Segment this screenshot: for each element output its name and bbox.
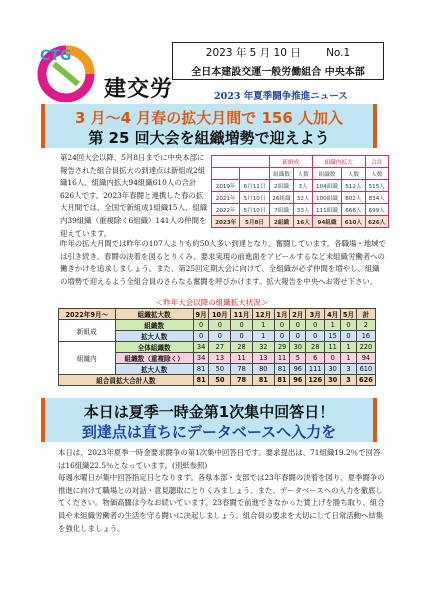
- comparison-table: [211, 155, 389, 228]
- cell: 3人: [294, 180, 312, 192]
- cell: 96: [290, 375, 306, 386]
- header-cell: 10月: [209, 309, 231, 320]
- cell: 11: [231, 353, 253, 364]
- cell: 6: [306, 353, 325, 364]
- cell: 126: [306, 375, 325, 386]
- table-caption: ＜昨年大会以降の組織拡大状況＞: [155, 298, 269, 307]
- cell: 50: [209, 375, 231, 386]
- cell: 81: [252, 375, 274, 386]
- cell: 33人: [294, 204, 312, 216]
- cell: 28: [306, 342, 325, 353]
- header-cell: 2月: [290, 309, 306, 320]
- header-cell: 組織拡大数: [115, 309, 193, 320]
- cell: 2組織: [269, 180, 294, 192]
- cell: 5: [290, 353, 306, 364]
- total-row: [59, 375, 376, 386]
- cell: 2021年: [212, 192, 240, 204]
- cell: 2組織: [269, 216, 294, 228]
- row-label: 拡大人数: [115, 331, 193, 342]
- cell: 2019年: [212, 180, 240, 192]
- cell: 81: [274, 364, 290, 375]
- cell: 13: [252, 353, 274, 364]
- comparison-group-header-row: [212, 156, 389, 168]
- cell: 16: [356, 331, 375, 342]
- cell: 94組織: [312, 216, 341, 228]
- sub-header: 組織数: [269, 168, 294, 180]
- row-label: 全体組織数: [115, 342, 193, 353]
- header-cell: 12月: [252, 309, 274, 320]
- comparison-corner: [212, 156, 270, 168]
- cell: 610人: [342, 216, 365, 228]
- issue-number: No.1: [326, 47, 351, 59]
- table-row: [212, 192, 389, 204]
- cell: 81: [274, 375, 290, 386]
- issue-date-line: [173, 45, 383, 60]
- cell: 2022年: [212, 204, 240, 216]
- cell: 16人: [294, 216, 312, 228]
- table-row: [59, 342, 376, 353]
- cell: 610: [356, 364, 375, 375]
- cell: 13: [209, 353, 231, 364]
- table-row: [59, 320, 376, 331]
- body-paragraph-3: 本日は、2023年夏季一時金要求闘争の第1次集中回答日です。要求提出は、71組織19.2％で回答は16組織22.5％となっています。(別紙参照) 毎週水曜日が集中回答指定日となります。各県本部・支部では23年春闘の決着を図り、夏季闘争の推進に向けて職場との対話・意見聴取にとりくみましょう。また、データベースへの入力を徹底してください。物価高騰は今なお続いています。23春闘で前進できなかった賃上げを勝ち取り、組合員や未組織労働者の生活を守る闘いに決起しましょう。組合員の要求を大切にして日常活動へ結集を強化しましょう。: [58, 448, 385, 533]
- expansion-header-row: [59, 309, 376, 320]
- cell: 699人: [365, 204, 388, 216]
- cell: 0: [209, 320, 231, 331]
- cell: 626人: [365, 216, 388, 228]
- table-row: [212, 204, 389, 216]
- cell: 515人: [365, 180, 388, 192]
- body-paragraph-2: 昨年の拡大月間では昨年の107人よりも約50人多い到達となり、奮闘しています。各職場・地域では引き続き、春闘の決着を図るとりくみ、要求実現の前進面をアピールするなど未組織労働者への働きかけを追求しましょう。また、第25回定期大会に向けて、全組織が必ず仲間を増やし、組織の増勢で迎えるよう全組合員のさらなる奮闘を呼びかけます。拡大報告を中央へお寄せ下さい。: [60, 239, 386, 286]
- main-headline: [41, 104, 377, 148]
- cell: 0: [306, 320, 325, 331]
- cell: 26組織: [269, 192, 294, 204]
- date-box: [172, 42, 384, 80]
- cell: 626: [356, 375, 375, 386]
- cell: 111組織: [312, 204, 341, 216]
- cell: 3: [341, 375, 357, 386]
- cell: 5月8日: [240, 216, 269, 228]
- cell: 0: [341, 331, 357, 342]
- cell: 1: [252, 331, 274, 342]
- second-headline: [41, 398, 377, 442]
- header-cell: 5月: [341, 309, 357, 320]
- cell: 802人: [342, 192, 365, 204]
- cell: 80: [252, 364, 274, 375]
- comparison-body: [212, 180, 389, 228]
- total-label: 組合員拡大合計人数: [59, 375, 194, 386]
- cell: 0: [231, 320, 253, 331]
- group-header: 新組成: [269, 156, 312, 168]
- group-label-new: 新組成: [59, 320, 116, 342]
- cell: 1: [341, 342, 357, 353]
- cell: 11: [325, 342, 341, 353]
- cell: 0: [325, 353, 341, 364]
- cell: 28: [231, 342, 253, 353]
- cell: 81: [193, 375, 209, 386]
- cell: 96: [290, 364, 306, 375]
- cell: 0: [274, 331, 290, 342]
- cell: 30: [325, 364, 341, 375]
- group-header: 合計: [365, 156, 388, 168]
- sub-header: [212, 168, 240, 180]
- svg-text:CTG: CTG: [40, 48, 72, 64]
- header-cell: 4月: [325, 309, 341, 320]
- header-cell: 計: [356, 309, 375, 320]
- cell: 0: [209, 331, 231, 342]
- cell: 0: [274, 320, 290, 331]
- header-cell: 1月: [274, 309, 290, 320]
- cell: 32人: [294, 192, 312, 204]
- cell: 15: [325, 331, 341, 342]
- intro-paragraph: 第24回大会以降、5月8日までに中央本部に報告された組合員拡大の到達点は新組成2組織16人、組織内拡大94組織610人の合計626人です。2023年春闘と連携した春の拡大月間では、全国で新組成1組織15人、組織内39組織（重複除く6組織）141人の仲間を迎えています。: [60, 153, 208, 238]
- sub-header: 組織数: [312, 168, 341, 180]
- comparison-sub-header-row: [212, 168, 389, 180]
- table-row: [212, 216, 389, 228]
- cell: 94: [356, 353, 375, 364]
- cell: 2023年: [212, 216, 240, 228]
- headline2-line-1: 本日は夏季一時金第1次集中回答日！: [83, 403, 335, 421]
- row-label: 組織数（重複除く）: [115, 353, 193, 364]
- cell: 30: [325, 375, 341, 386]
- cell: 78: [231, 364, 253, 375]
- news-title: 2023 年夏季闘争推進ニュース: [214, 91, 348, 102]
- cell: 27: [209, 342, 231, 353]
- cell: 0: [341, 320, 357, 331]
- table-row: [212, 180, 389, 192]
- union-logo-text: 建交労: [104, 76, 174, 102]
- cell: 0: [290, 331, 306, 342]
- headline-line-2: 第 25 回大会を組織増勢で迎えよう: [88, 129, 330, 147]
- cell: 111: [306, 364, 325, 375]
- cell: 666人: [342, 204, 365, 216]
- cell: 30: [290, 342, 306, 353]
- cell: 34: [193, 342, 209, 353]
- sub-header: 人数: [294, 168, 312, 180]
- cell: 50: [209, 364, 231, 375]
- organization-name: 全日本建設交運一般労働組合 中央本部: [191, 67, 365, 78]
- header-cell: 9月: [193, 309, 209, 320]
- cell: 0: [231, 331, 253, 342]
- header-cell: 2022年9月～: [59, 309, 116, 320]
- cell: 34: [193, 353, 209, 364]
- cell: 5月10日: [240, 204, 269, 216]
- cell: 2: [356, 320, 375, 331]
- headline-line-1: 3 月～4 月春の拡大月間で 156 人加入: [74, 109, 344, 127]
- cell: 100組織: [312, 192, 341, 204]
- cell: 0: [290, 320, 306, 331]
- cell: 220: [356, 342, 375, 353]
- sub-header: [240, 168, 269, 180]
- header-cell: 11月: [231, 309, 253, 320]
- cell: 32: [252, 342, 274, 353]
- cell: 6月11日: [240, 180, 269, 192]
- group-header: 組織内拡大: [312, 156, 365, 168]
- header-cell: 3月: [306, 309, 325, 320]
- cell: 3: [341, 364, 357, 375]
- cell: 7組織: [269, 204, 294, 216]
- sub-header: 人数: [342, 168, 365, 180]
- cell: 5月10日: [240, 192, 269, 204]
- group-label-internal: 組織内: [59, 342, 116, 375]
- ctg-logo-icon: [34, 40, 104, 102]
- cell: 0: [193, 320, 209, 331]
- cell: 0: [193, 331, 209, 342]
- sub-header: 人数: [365, 168, 388, 180]
- cell: 29: [274, 342, 290, 353]
- row-label: 拡大人数: [115, 364, 193, 375]
- headline2-line-2: 到達点は直ちにデータベースへ入力を: [81, 423, 337, 441]
- cell: 104組織: [312, 180, 341, 192]
- expansion-table: [58, 308, 376, 386]
- cell: 81: [193, 364, 209, 375]
- cell: 1: [325, 320, 341, 331]
- cell: 11: [274, 353, 290, 364]
- row-label: 組織数: [115, 320, 193, 331]
- cell: 512人: [342, 180, 365, 192]
- cell: 834人: [365, 192, 388, 204]
- cell: 1: [252, 320, 274, 331]
- cell: 0: [306, 331, 325, 342]
- cell: 1: [341, 353, 357, 364]
- cell: 78: [231, 375, 253, 386]
- issue-date: 2023 年 5 月 10 日: [205, 47, 301, 59]
